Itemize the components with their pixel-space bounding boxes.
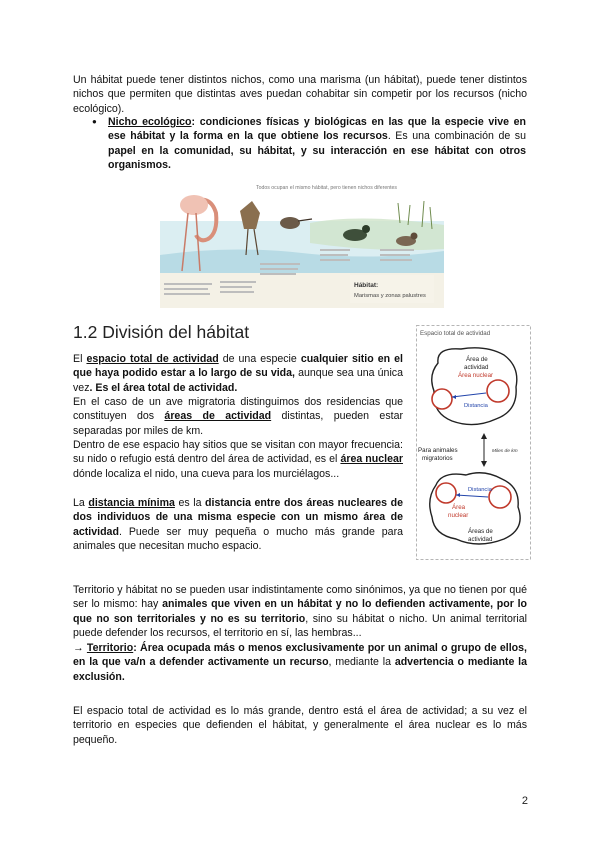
p1-text-a: El	[73, 353, 87, 365]
paragraph-area-nuclear	[73, 438, 403, 481]
nicho-connector: . Es una combinación de su	[387, 130, 526, 143]
p6-text-c: , mediante la	[328, 656, 395, 669]
p6-text-d: advertencia o mediante la exclusión.	[73, 656, 528, 683]
p3-text-c: dónde localiza el nido, una cueva para los murciélagos...	[73, 467, 340, 480]
top-nuclear-circle-right	[487, 380, 509, 402]
p5-text-a: Territorio y hábitat no se pueden usar indistintamente como sinónimos, ya que no tienen por qué ser lo mismo: hay	[73, 584, 527, 611]
migratory-distance-label: Miles de km	[492, 449, 518, 454]
p3-text-a: Dentro de ese espacio hay sitios que se visitan con mayor frecuencia: su nido o refugio está dentro del área de actividad, es el	[73, 439, 403, 466]
bottom-area-label-2: actividad	[468, 536, 493, 543]
diagram-title: Espacio total de actividad	[420, 330, 491, 337]
nicho-combination: papel en la comunidad, su hábitat, y su interacción en ese hábitat con otros organismos.	[108, 144, 526, 172]
bottom-nuclear-label-2: nuclear	[448, 512, 469, 519]
bottom-nuclear-label-1: Área	[452, 504, 466, 511]
top-distance-label: Distancia	[464, 403, 488, 409]
bottom-nuclear-circle-right	[489, 486, 511, 508]
p2-text-c: distintas, pueden estar separadas por miles de km.	[73, 410, 403, 437]
paragraph-territorio-habitat	[73, 583, 527, 641]
p1-text-c: de una especie	[218, 353, 301, 365]
nicho-definition: condiciones físicas y biológicas en las que la especie vive en ese hábitat y la forma en la que obtiene los recursos	[108, 116, 527, 143]
p2-text-a: En el caso de un ave migratoria distinguimos dos residencias que constituyen dos	[73, 396, 403, 423]
nicho-bullet-list	[92, 115, 526, 173]
paragraph-distancia-minima	[73, 496, 403, 554]
paragraph-resumen: El espacio total de actividad es lo más grande, dentro está el área de actividad; a su vez el territorio en especies que defienden el hábitat, y generalmente el área nuclear es lo más pequeño.	[73, 705, 527, 746]
p1-text-e: aunque sea una única vez	[73, 367, 403, 394]
top-area-label-1: Área de	[466, 356, 488, 363]
bottom-area-label-1: Áreas de	[468, 528, 493, 535]
nicho-colon: :	[191, 116, 196, 128]
term-distancia-minima: distancia mínima	[88, 497, 175, 509]
term-espacio-total: espacio total de actividad	[86, 353, 219, 365]
intro-paragraph: Un hábitat puede tener distintos nichos, como una marisma (un hábitat), puede tener distintos nichos que permiten que distintas aves puedan cohabitar sin competir por los recursos (nicho ecológico).	[73, 74, 527, 115]
p1-text-f: . Es el área total de actividad.	[89, 381, 238, 394]
top-area-label-2: actividad	[464, 364, 489, 371]
p6-colon: :	[133, 642, 141, 654]
migratory-label-2: migratorios	[422, 455, 453, 462]
habitat-sublabel: Marismas y zonas palustres	[354, 293, 426, 299]
p4-text-e: . Puede ser muy pequeña o mucho más grande para animales que necesitan mucho espacio.	[73, 525, 403, 553]
section-heading: 1.2 División del hábitat	[73, 322, 250, 342]
habitat-illustration	[160, 183, 444, 308]
top-nuclear-label: Área nuclear	[458, 372, 494, 379]
page-number: 2	[521, 795, 528, 807]
bottom-nuclear-circle-left	[436, 483, 456, 503]
p1-text-d: cualquier sitio en el que haya podido estar a lo largo de su vida,	[73, 353, 403, 380]
nicho-bullet-item	[92, 115, 526, 173]
term-areas-actividad: áreas de actividad	[164, 410, 272, 423]
p4-text-c: es la	[174, 497, 206, 509]
p4-text-a: La	[73, 497, 89, 509]
habitat-label: Hábitat:	[354, 282, 379, 289]
paragraph-ave-migratoria	[73, 395, 403, 438]
p4-text-d: distancia entre dos áreas nucleares de dos individuos de una misma especie con un mismo área de actividad	[73, 497, 403, 538]
top-nuclear-circle-left	[432, 389, 452, 409]
p5-text-c: , sino su hábitat o nicho. Un animal territorial puede defender los recursos, el territorio en sí, las hembras...	[73, 612, 527, 640]
term-area-nuclear: área nuclear	[340, 453, 403, 466]
paragraph-espacio-total	[73, 352, 403, 395]
illustration-caption: Todos ocupan el mismo hábitat, pero tienen nichos diferentes	[256, 185, 398, 191]
paragraph-territorio-definicion	[73, 641, 527, 684]
p6-text-b: Área ocupada más o menos exclusivamente por un animal o grupo de ellos, en la que va/n a defender activamente un recurso	[73, 642, 527, 669]
term-territorio: Territorio	[86, 642, 134, 654]
arrow-glyph: →	[73, 642, 87, 654]
bottom-distance-label: Distancia	[468, 487, 492, 493]
nicho-term: Nicho ecológico	[108, 116, 192, 128]
p5-text-b: animales que viven en un hábitat y no lo defienden activamente, por lo que no son territoriales y no es su territorio	[73, 598, 527, 625]
migratory-label-1: Para animales	[418, 447, 458, 454]
activity-space-diagram	[416, 325, 531, 560]
